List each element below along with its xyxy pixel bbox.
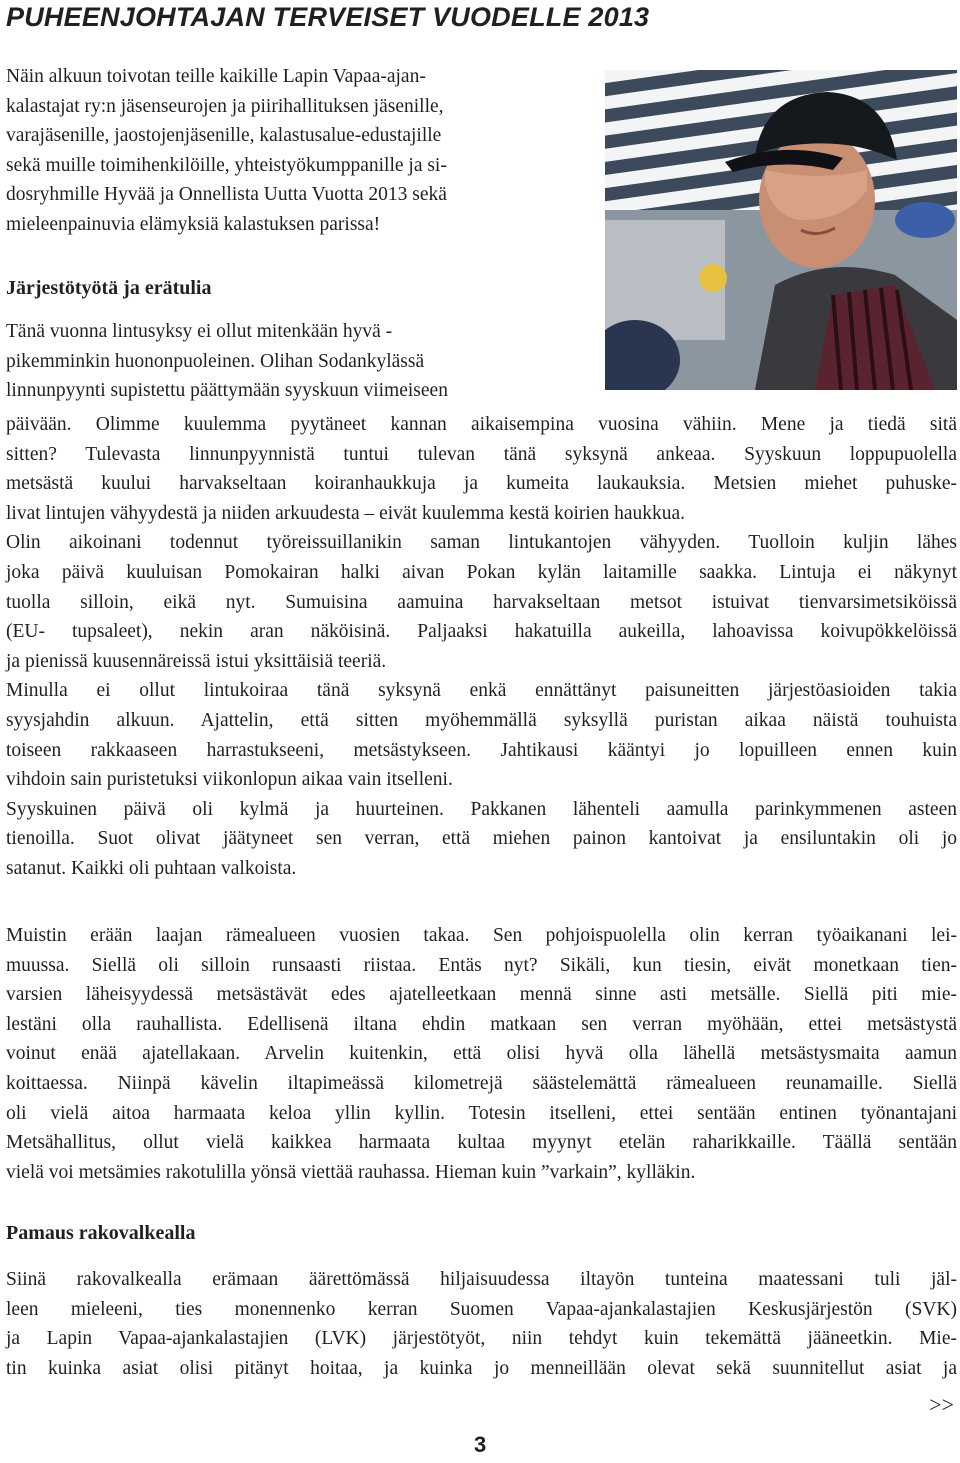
text-line: Syyskuinen päivä oli kylmä ja huurteinen. Pakkanen lähenteli aamulla parinkymmenen asteen [6,798,957,820]
text-line: linnunpyynti supistettu päättymään syyskuun viimeiseen [6,380,448,402]
text-line: kalastajat ry:n jäsenseurojen ja piirihallituksen jäsenille, [6,95,444,117]
text-line: tuolla silloin, eikä nyt. Sumuisina aamuina harvakseltaan metsot istuivat tienvarsimetsiköissä [6,591,957,613]
text-line: koittaessa. Niinpä kävelin iltapimeässä kilometrejä säästelemättä rämealueen reunamaille. Siellä [6,1072,957,1094]
text-line: Näin alkuun toivotan teille kaikille Lapin Vapaa-ajan- [6,66,426,87]
text-line: sekä muille toimihenkilöille, yhteistyökumppanille ja si- [6,154,447,176]
text-line: voinut enää ajatellakaan. Arvelin kuitenkin, että olisi hyvä olla lähellä metsästysmaita aamun [6,1043,957,1065]
text-line: Muistin erään laajan rämealueen vuosien takaa. Sen pohjoispuolella olin kerran työaikanani lei- [6,925,957,946]
text-line: ja pienissä kuusennäreissä istui yksittäisiä teeriä. [6,650,387,672]
text-line: tienoilla. Suot olivat jäätyneet sen verran, että miehen painon kantoivat ja ensiluntakin oli jo [6,828,957,850]
text-line: Metsähallitus, ollut vielä kaikkea harmaata kultaa myynyt etelän raharikkaille. Täällä sentään [6,1132,957,1154]
text-line: sitten? Tulevasta linnunpyynnistä tuntui tulevan tänä syksynä ankeaa. Syyskuun loppupuolella [6,443,957,465]
text-line: vielä voi metsämies rakotulilla yönsä viettää rauhassa. Hieman kuin ”varkain”, kylläkin. [6,1161,696,1183]
text-line: varajäsenille, jaostojenjäsenille, kalastusalue-edustajille [6,125,442,147]
text-line: toiseen rakkaaseen harrastukseeni, metsästykseen. Jahtikausi kääntyi jo lopuilleen ennen kuin [6,739,957,761]
section-heading: Pamaus rakovalkealla [6,1222,196,1244]
text-line: Olin aikoinani todennut työreissuillanikin saman lintukantojen vähyyden. Tuolloin kuljin lähes [6,532,957,554]
section3-body [6,1265,957,1383]
text-line: leen mieleeni, ties monennenko kerran Suomen Vapaa-ajankalastajien Keskusjärjestön (SVK) [6,1298,957,1320]
portrait-photo-icon [605,70,957,390]
page-title: PUHEENJOHTAJAN TERVEISET VUODELLE 2013 [6,2,650,32]
text-line: Tänä vuonna lintusyksy ei ollut mitenkään hyvä - [6,321,393,342]
text-line: lestäni olla rauhallista. Edellisenä iltana ehdin matkaan sen verran myöhään, ettei metsästystä [6,1013,957,1035]
text-line: muussa. Siellä oli silloin runsaasti riistaa. Entäs nyt? Sikäli, kun tiesin, eivät monetkaan tien- [6,954,957,976]
section1-narrow [6,317,448,406]
text-line: satanut. Kaikki oli puhtaan valkoista. [6,857,297,879]
text-line: pikemminkin huononpuoleinen. Olihan Sodankylässä [6,350,425,372]
text-line: mieleenpainuvia elämyksiä kalastuksen parissa! [6,213,381,235]
chairman-photo [605,70,957,390]
text-line: vihdoin sain puristetuksi viikonlopun aikaa vain itselleni. [6,769,453,791]
section1-body [6,410,957,884]
text-line: varsien läheisyydessä metsästävät edes ajatelleetkaan mennä sinne asti metsälle. Siellä piti mie- [6,984,957,1006]
text-line: oli vielä aitoa harmaata keloa yllin kyllin. Totesin itselleni, ettei sentään entinen työnantajani [6,1102,957,1124]
text-line: (EU- tupsaleet), nekin aran näköisinä. Paljaaksi hakatuilla aukeilla, lahoavissa koivupökkelöissä [6,621,957,643]
text-line: ja Lapin Vapaa-ajankalastajien (LVK) järjestötyöt, niin tehdyt kuin tekemättä jääneetkin. Mie- [6,1328,957,1350]
section2-body [6,921,957,1187]
text-line: joka päivä kuuluisan Pomokairan halki aivan Pokan kylän laitamille saakka. Lintuja ei näkynyt [6,561,957,583]
text-line: livat lintujen vähyydestä ja niiden arkuudesta – eivät kuulemma kestä koirien haukkua. [6,502,686,524]
text-line: päivään. Olimme kuulemma pyytäneet kannan aikaisempina vuosina vähiin. Mene ja tiedä sitä [6,414,957,435]
text-line: metsästä kuului harvakseltaan koiranhaukkuja ja kumeita laukauksia. Metsien miehet puhuske- [6,473,957,495]
text-line: Minulla ei ollut lintukoiraa tänä syksynä enkä ennättänyt paisuneitten järjestöasioiden takia [6,680,957,702]
section-heading: Järjestötyötä ja erätulia [6,277,212,299]
intro-paragraph [6,62,447,240]
page-number: 3 [474,1432,487,1457]
continue-marker: >> [929,1392,954,1417]
text-line: tin kuinka asiat olisi pitänyt hoitaa, ja kuinka jo menneillään olevat sekä suunnitellut asiat ja [6,1357,957,1379]
text-line: Siinä rakovalkealla erämaan äärettömässä hiljaisuudessa iltayön tunteina maatessani tuli jäl- [6,1269,957,1290]
text-line: syysjahdin alkuun. Ajattelin, että sitten myöhemmällä syksyllä puristan aikaa näistä touhuista [6,709,957,731]
text-line: dosryhmille Hyvää ja Onnellista Uutta Vuotta 2013 sekä [6,184,447,206]
